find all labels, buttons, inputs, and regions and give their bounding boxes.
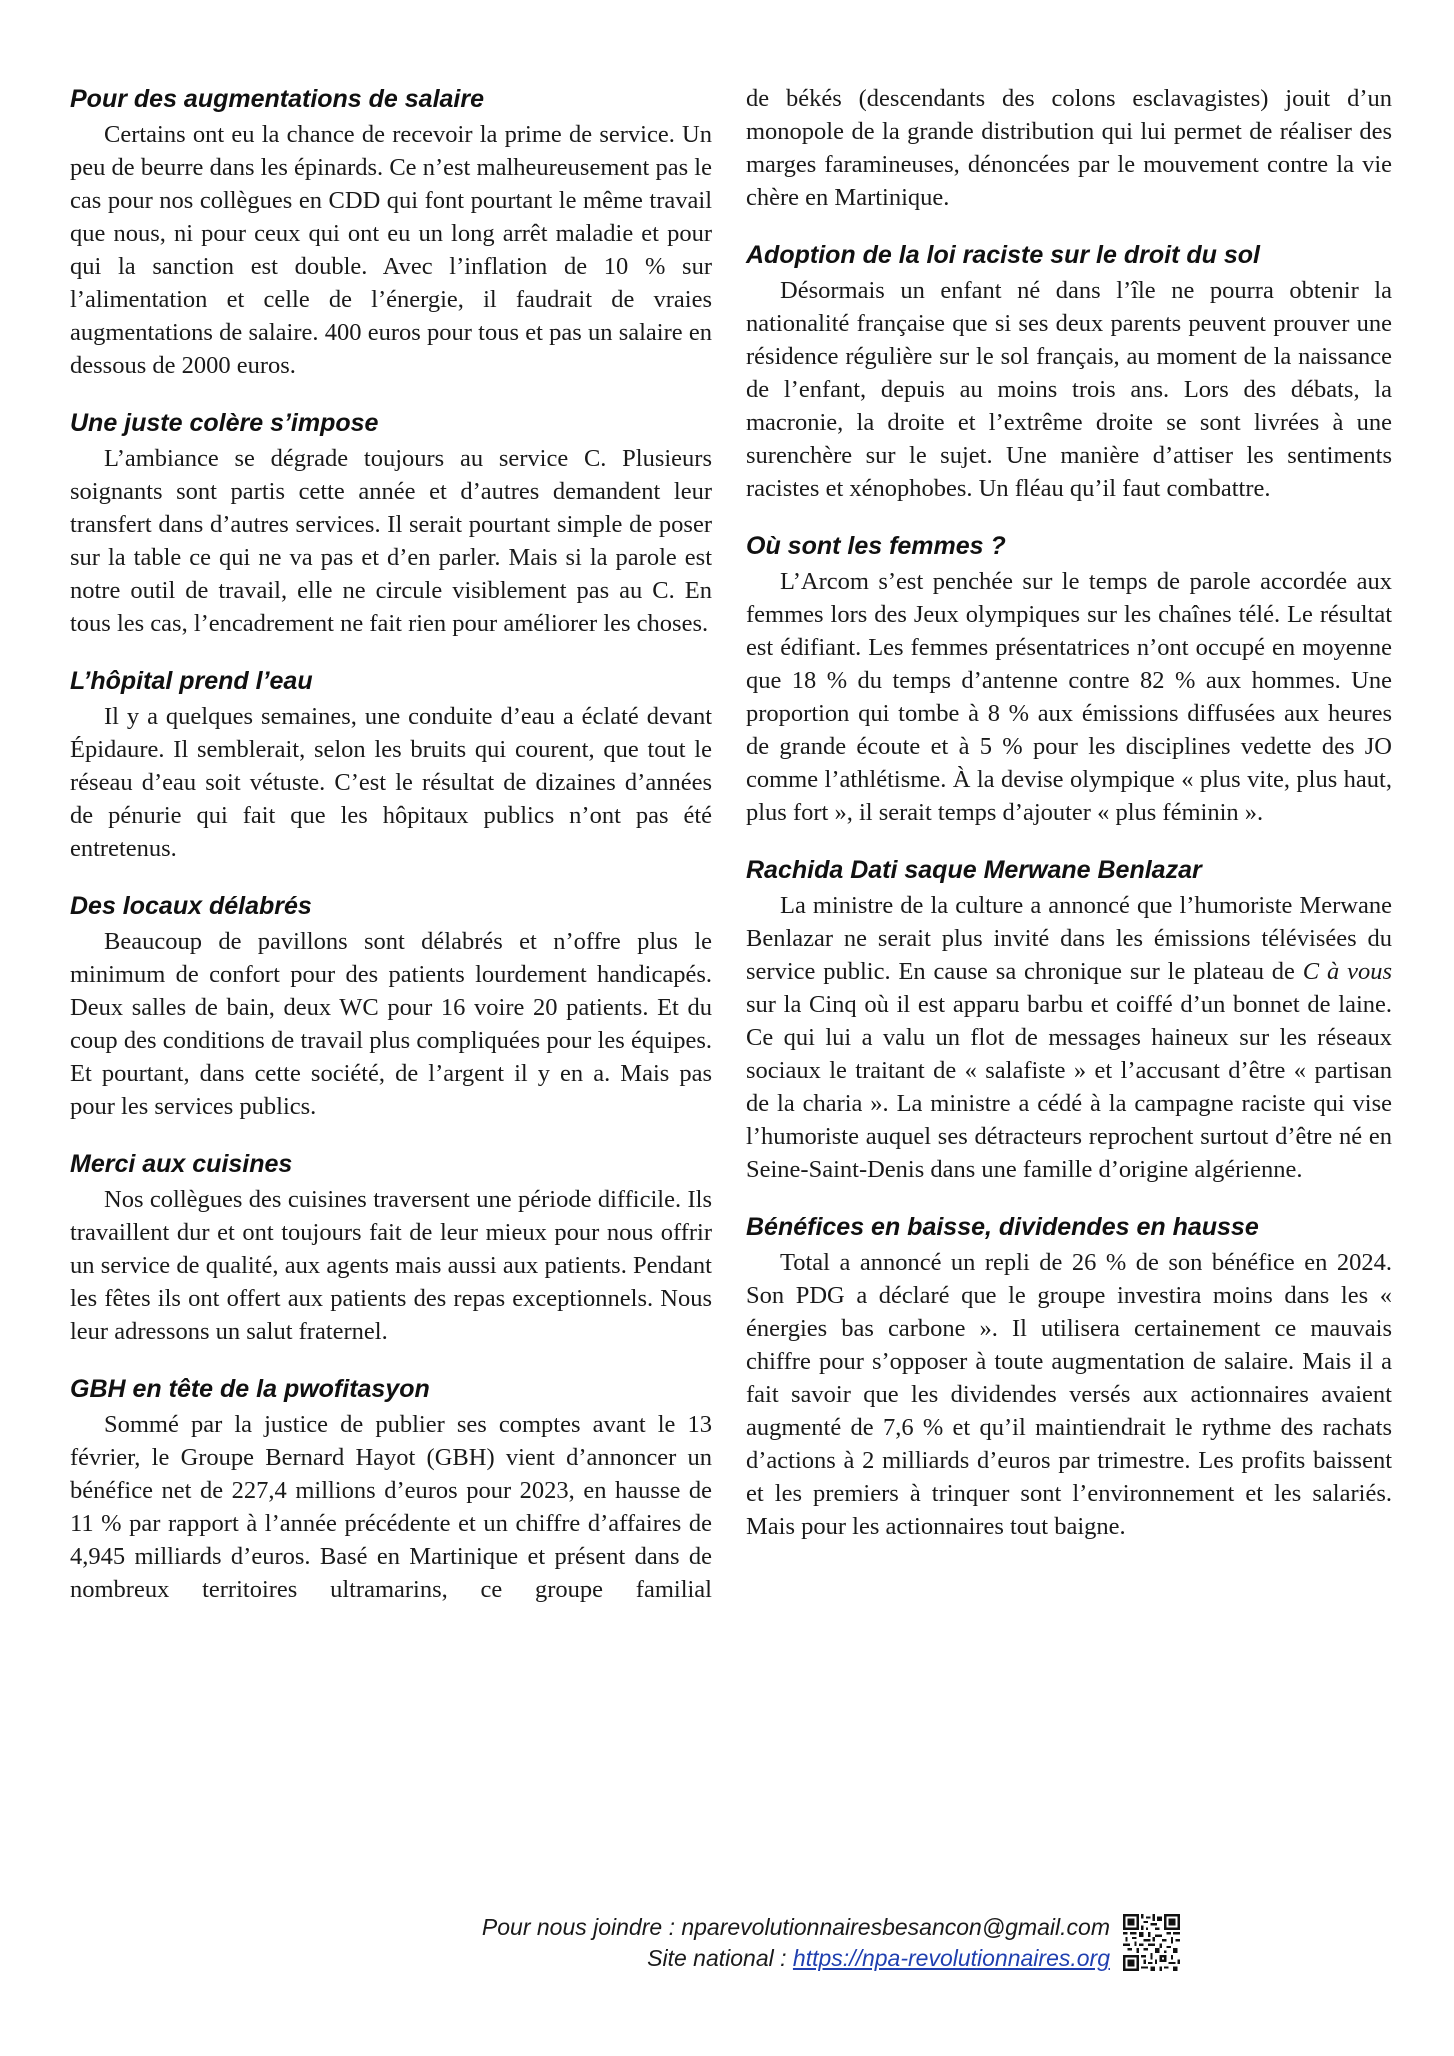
article-body: Beaucoup de pavillons sont délabrés et n’offre plus le minimum de confort pour des patients lourdement handicapés. Deux salles de bain, deux WC pour 16 voire 20 patients. Et du coup des conditions de travail plus compliquées pour les équipes. Et pourtant, dans cette société, de l’argent il y en a. Mais pas pour les services publics. [70, 928, 712, 1120]
site-label: Site national : [647, 1945, 793, 1971]
right-column [746, 82, 1392, 1606]
article-body: Il y a quelques semaines, une conduite d’eau a éclaté devant Épidaure. Il semblerait, selon les bruits qui courent, que tout le réseau d’eau soit vétuste. C’est le résultat de dizaines d’années de pénurie qui fait que les hôpitaux publics n’ont pas été entretenus. [70, 703, 712, 862]
article-title: Adoption de la loi raciste sur le droit du sol [746, 241, 1260, 269]
article-birthright-law [746, 238, 1392, 505]
contact-email[interactable]: nparevolutionnairesbesancon@gmail.com [681, 1914, 1110, 1940]
body-text: La ministre de la culture a annoncé que l’humoriste Merwane Benlazar ne serait plus invité dans les émissions télévisées du service public. En cause sa chronique sur le plateau de [746, 892, 1392, 985]
left-column [70, 82, 712, 1606]
article-body: Nos collègues des cuisines traversent une période difficile. Ils travaillent dur et ont toujours fait de leur mieux pour nous offrir un service de qualité, aux agents mais aussi aux patients. Pendant les fêtes ils ont offert aux patients des repas exceptionnels. Nous leur adressons un salut fraternel. [70, 1186, 712, 1345]
article-title: GBH en tête de la pwofitasyon [70, 1375, 430, 1403]
article-dilapidated-premises [70, 889, 712, 1123]
article-dati-benlazar [746, 853, 1392, 1186]
article-gbh-continuation [746, 82, 1392, 214]
newsletter-page [70, 82, 1392, 1606]
article-body-continued: de békés (descendants des colons esclavagistes) jouit d’un monopole de la grande distribution qui lui permet de réaliser des marges faramineuses, dénoncées par le mouvement contre la vie chère en Martinique. [746, 85, 1392, 211]
article-title: Bénéfices en baisse, dividendes en hausse [746, 1213, 1259, 1241]
site-link[interactable]: https://npa-revolutionnaires.org [792, 1945, 1110, 1971]
article-total-dividends [746, 1210, 1392, 1543]
article-body: L’Arcom s’est penchée sur le temps de parole accordée aux femmes lors des Jeux olympiques sur les chaînes télé. Le résultat est édifiant. Les femmes présentatrices n’ont occupé en moyenne que 18 % du temps d’antenne contre 82 % aux hommes. Une proportion qui tombe à 8 % aux émissions diffusées aux heures de grande écoute et à 5 % pour les disciplines vedette des JO comme l’athlétisme. À la devise olympique « plus vite, plus haut, plus fort », il serait temps d’ajouter « plus féminin ». [746, 568, 1392, 826]
footer-contact [482, 1912, 1110, 1974]
article-title: Merci aux cuisines [70, 1150, 293, 1178]
body-text: sur la Cinq où il est apparu barbu et coiffé d’un bonnet de laine. Ce qui lui a valu un flot de messages haineux sur les réseaux sociaux le traitant de « salafiste » et l’accusant d’être « partisan de la charia ». La ministre a cédé à la campagne raciste qui vise l’humoriste auquel ses détracteurs reprochent surtout d’être né en Seine-Saint-Denis dans une famille d’origine algérienne. [746, 991, 1392, 1183]
article-title: L’hôpital prend l’eau [70, 667, 313, 695]
article-body: Désormais un enfant né dans l’île ne pourra obtenir la nationalité française que si ses deux parents peuvent prouver une résidence régulière sur le sol français, au moment de la naissance de l’enfant, depuis au moins trois ans. Lors des débats, la macronie, la droite et l’extrême droite se sont livrées à une surenchère sur le sujet. Une manière d’attiser les sentiments racistes et xénophobes. Un fléau qu’il faut combattre. [746, 277, 1392, 502]
two-column-layout [70, 82, 1392, 1606]
article-body: Sommé par la justice de publier ses comptes avant le 13 février, le Groupe Bernard Hayot (GBH) vient d’annoncer un bénéfice net de 227,4 millions d’euros pour 2023, en hausse de 11 % par rapport à l’année précédente et un chiffre d’affaires de 4,945 milliards d’euros. Basé en Martinique et présent dans de nombreux territoires ultramarins, ce groupe familial [70, 1411, 712, 1603]
article-body: Total a annoncé un repli de 26 % de son bénéfice en 2024. Son PDG a déclaré que le groupe investira moins dans les « énergies bas carbone ». Il utilisera certainement ce mauvais chiffre pour s’opposer à toute augmentation de salaire. Mais il a fait savoir que les dividendes versés aux actionnaires avaient augmenté de 7,6 % et qu’il maintiendrait le rythme des rachats d’actions à 2 milliards d’euros par trimestre. Les profits baissent et les premiers à trinquer sont l’environnement et les salariés. Mais pour les actionnaires tout baigne. [746, 1249, 1392, 1540]
article-salary-increase [70, 82, 712, 382]
article-just-anger [70, 406, 712, 640]
contact-label: Pour nous joindre : [481, 1914, 682, 1940]
article-body: L’ambiance se dégrade toujours au service C. Plusieurs soignants sont partis cette année et d’autres demandent leur transfert dans d’autres services. Il serait pourtant simple de poser sur la table ce qui ne va pas et d’en parler. Mais si la parole est notre outil de travail, elle ne circule visiblement pas au C. En tous les cas, l’encadrement ne fait rien pour améliorer les choses. [70, 445, 712, 637]
article-title: Rachida Dati saque Merwane Benlazar [746, 856, 1202, 884]
article-title: Des locaux délabrés [70, 892, 312, 920]
article-where-are-women [746, 529, 1392, 829]
article-title: Pour des augmentations de salaire [70, 85, 485, 113]
qr-code-icon [1123, 1914, 1180, 1971]
show-title: C à vous [1302, 958, 1393, 985]
article-body: Certains ont eu la chance de recevoir la prime de service. Un peu de beurre dans les épinards. Ce n’est malheureusement pas le cas pour nos collègues en CDD qui font pourtant le même travail que nous, ni pour ceux qui ont eu un long arrêt maladie et pour qui la sanction est double. Avec l’inflation de 10 % sur l’alimentation et celle de l’énergie, il faudrait de vraies augmentations de salaire. 400 euros pour tous et pas un salaire en dessous de 2000 euros. [70, 121, 712, 379]
article-title: Une juste colère s’impose [70, 409, 379, 437]
article-hospital-water [70, 664, 712, 865]
site-line [482, 1943, 1110, 1974]
article-gbh-pwofitasyon [70, 1372, 712, 1606]
article-title: Où sont les femmes ? [746, 532, 1006, 560]
contact-line [482, 1912, 1110, 1943]
article-body [746, 889, 1392, 1186]
article-thanks-kitchens [70, 1147, 712, 1348]
